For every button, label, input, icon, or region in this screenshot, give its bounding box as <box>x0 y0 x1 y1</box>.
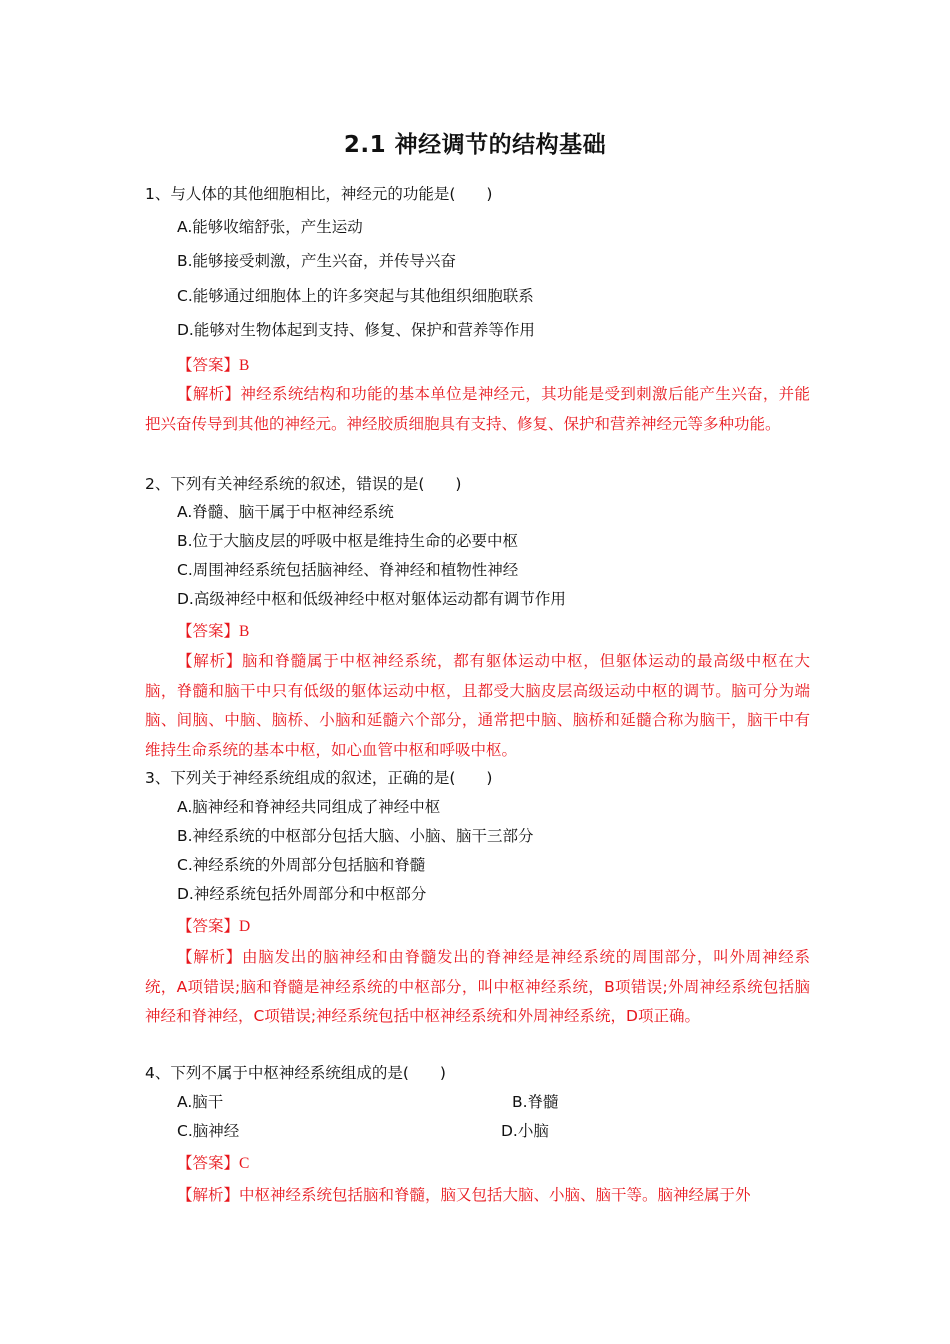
question-4-answer <box>177 1153 249 1174</box>
answer-value: C <box>239 1155 250 1172</box>
question-3-analysis <box>145 943 810 1032</box>
question-3-answer <box>177 916 250 937</box>
answer-label: 【答案】 <box>177 1154 240 1172</box>
question-1-analysis <box>145 380 810 439</box>
question-3-option-b: B.神经系统的中枢部分包括大脑、小脑、脑干三部分 <box>177 827 534 845</box>
question-2-option-b: B.位于大脑皮层的呼吸中枢是维持生命的必要中枢 <box>177 532 519 550</box>
question-1-option-b: B.能够接受刺激，产生兴奋，并传导兴奋 <box>177 252 457 270</box>
analysis-text: 神经系统结构和功能的基本单位是神经元，其功能是受到刺激后能产生兴奋，并能把兴奋传导到其他的神经元。神经胶质细胞具有支持、修复、保护和营养神经元等多种功能。 <box>145 385 810 433</box>
answer-label: 【答案】 <box>177 917 240 935</box>
question-4-option-b: B.脊髓 <box>512 1093 559 1111</box>
question-4-option-c: C.脑神经 <box>177 1122 240 1140</box>
analysis-label: 【解析】 <box>177 652 242 670</box>
analysis-text: 由脑发出的脑神经和由脊髓发出的脊神经是神经系统的周围部分，叫外周神经系统，A项错误;脑和脊髓是神经系统的中枢部分，叫中枢神经系统，B项错误;外周神经系统包括脑神经和脊神经，C项错误;神经系统包括中枢神经系统和外周神经系统，D项正确。 <box>145 948 810 1025</box>
analysis-text: 中枢神经系统包括脑和脊髓，脑又包括大脑、小脑、脑干等。脑神经属于外 <box>239 1186 751 1204</box>
question-4-stem: 4、下列不属于中枢神经系统组成的是( ) <box>145 1064 446 1082</box>
question-3-option-a: A.脑神经和脊神经共同组成了神经中枢 <box>177 798 441 816</box>
question-1-stem: 1、与人体的其他细胞相比，神经元的功能是( ) <box>145 185 493 203</box>
question-1-answer <box>177 355 249 376</box>
question-2-option-d: D.高级神经中枢和低级神经中枢对躯体运动都有调节作用 <box>177 590 566 608</box>
answer-value: B <box>239 357 250 374</box>
analysis-text: 脑和脊髓属于中枢神经系统，都有躯体运动中枢，但躯体运动的最高级中枢在大脑，脊髓和脑干中只有低级的躯体运动中枢，且都受大脑皮层高级运动中枢的调节。脑可分为端脑、间脑、中脑、脑桥、小脑和延髓六个部分，通常把中脑、脑桥和延髓合称为脑干，脑干中有维持生命系统的基本中枢，如心血管中枢和呼吸中枢。 <box>145 652 810 759</box>
answer-value: B <box>239 623 250 640</box>
answer-label: 【答案】 <box>177 622 240 640</box>
question-1-option-c: C.能够通过细胞体上的许多突起与其他组织细胞联系 <box>177 287 534 305</box>
analysis-label: 【解析】 <box>177 948 242 966</box>
question-2-answer <box>177 621 249 642</box>
question-4-option-a: A.脑干 <box>177 1093 224 1111</box>
question-2-analysis <box>145 647 810 765</box>
answer-label: 【答案】 <box>177 356 240 374</box>
question-3-stem: 3、下列关于神经系统组成的叙述，正确的是( ) <box>145 769 493 787</box>
question-1-option-d: D.能够对生物体起到支持、修复、保护和营养等作用 <box>177 321 535 339</box>
analysis-label: 【解析】 <box>177 1186 240 1204</box>
question-1-option-a: A.能够收缩舒张，产生运动 <box>177 218 363 236</box>
question-4-analysis <box>145 1181 810 1211</box>
question-2-option-c: C.周围神经系统包括脑神经、脊神经和植物性神经 <box>177 561 519 579</box>
analysis-label: 【解析】 <box>177 385 241 403</box>
question-3-option-d: D.神经系统包括外周部分和中枢部分 <box>177 885 427 903</box>
question-2-stem: 2、下列有关神经系统的叙述，错误的是( ) <box>145 475 462 493</box>
question-3-option-c: C.神经系统的外周部分包括脑和脊髓 <box>177 856 426 874</box>
page-title: 2.1 神经调节的结构基础 <box>343 132 607 158</box>
answer-value: D <box>239 918 251 935</box>
question-4-option-d: D.小脑 <box>501 1122 549 1140</box>
question-2-option-a: A.脊髓、脑干属于中枢神经系统 <box>177 503 394 521</box>
